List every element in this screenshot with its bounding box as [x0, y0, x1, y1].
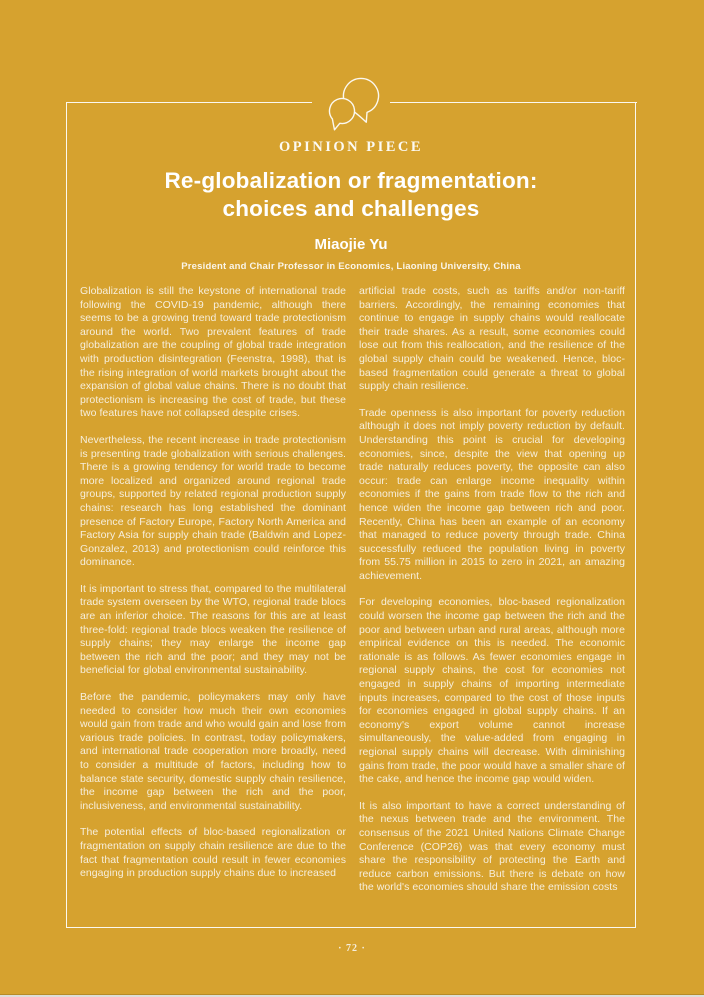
article-title — [67, 167, 635, 223]
body-paragraph: Trade openness is also important for poverty reduction although it does not imply poverty reduction by default. Understanding this point is crucial for developing economies, since, despite the view that opening up trade naturally reduces poverty, the opposite can also occur: trade can enlarge income inequality within economies if the gains from trade flow to the rich and hence widen the income gap between rich and poor. Recently, China has been an example of an economy that managed to reduce poverty through trade. China successfully reduced the population living in poverty from 55.75 million in 2015 to zero in 2021, an amazing achievement. — [359, 406, 625, 582]
page-frame — [66, 102, 636, 928]
article-title-line2: choices and challenges — [222, 196, 480, 221]
left-column — [80, 285, 346, 895]
body-paragraph: Before the pandemic, policymakers may only have needed to consider how much their own economies would gain from trade and who would gain and lose from various trade policies. In contrast, today policymakers, and international trade cooperation more broadly, need to consider a multitude of factors, including how to balance state security, domestic supply chain resilience, the income gap between the rich and the poor, inclusiveness, and environmental sustainability. — [80, 691, 346, 812]
body-paragraph: The potential effects of bloc-based regionalization or fragmentation on supply chain resilience are due to the fact that fragmentation could result in fewer economies engaging in production supply chains due to increased — [80, 826, 346, 880]
right-column — [359, 285, 625, 895]
body-paragraph: It is important to stress that, compared to the multilateral trade system overseen by the WTO, regional trade blocs are an inferior choice. The reasons for this are at least three-fold: regional trade blocs weaken the resilience of supply chains; they may enlarge the income gap between the rich and the poor; and they may not be beneficial for global environmental sustainability. — [80, 582, 346, 677]
opinion-piece-label: OPINION PIECE — [278, 139, 424, 155]
page-number: · 72 · — [338, 943, 366, 954]
article-header — [67, 102, 635, 272]
body-paragraph: artificial trade costs, such as tariffs and/or non-tariff barriers. Accordingly, the remaining economies that continue to engage in supply chains would reallocate their trade shares. As a result, some economies could lose out from this reallocation, and the resilience of the global supply chain could be weakened. Hence, bloc-based fragmentation could generate a threat to global supply chain resilience. — [359, 285, 625, 393]
author-affiliation: President and Chair Professor in Economics, Liaoning University, China — [181, 261, 521, 272]
body-paragraph: It is also important to have a correct understanding of the nexus between trade and the environment. The consensus of the 2021 United Nations Climate Change Conference (COP26) was that every economy must share the responsibility of protecting the Earth and reduce carbon emissions. But there is debate on how the world's economies should share the emission costs — [359, 799, 625, 894]
article-title-line1: Re-globalization or fragmentation: — [164, 168, 538, 193]
body-paragraph: For developing economies, bloc-based regionalization could worsen the income gap between the rich and the poor and between urban and rural areas, although more empirical evidence on this is needed. The economic rationale is as follows. As fewer economies engage in regional supply chains, the cost for economies not engaged in supply chains of importing intermediate inputs increases, compared to the cost of those inputs for economies engaged in global supply chains. If an economy's export volume cannot increase simultaneously, the value-added from engaging in regional supply chains will decrease. With diminishing gains from trade, the poor would have a smaller share of the cake, and hence the income gap would widen. — [359, 596, 625, 786]
author-name: Miaojie Yu — [314, 236, 388, 253]
body-paragraph: Globalization is still the keystone of international trade following the COVID-19 pandemic, although there seems to be a growing trend toward trade protectionism around the world. Two prevalent features of trade globalization are the coupling of global trade integration with production disintegration (Feenstra, 1998), that is the rising integration of world markets brought about the expansion of global value chains. There is no doubt that protectionism is increasing the cost of trade, but these two features have not collapsed despite crises. — [80, 285, 346, 420]
article-body — [67, 272, 635, 895]
body-paragraph: Nevertheless, the recent increase in trade protectionism is presenting trade globalization with serious challenges. There is a growing tendency for world trade to become more localized and organized around regional trade groups, supported by related regional production supply chains: research has long established the dominant presence of Factory Europe, Factory North America and Factory Asia for supply chain trade (Baldwin and Lopez-Gonzalez, 2013) and protectionism could reinforce this dominance. — [80, 433, 346, 569]
